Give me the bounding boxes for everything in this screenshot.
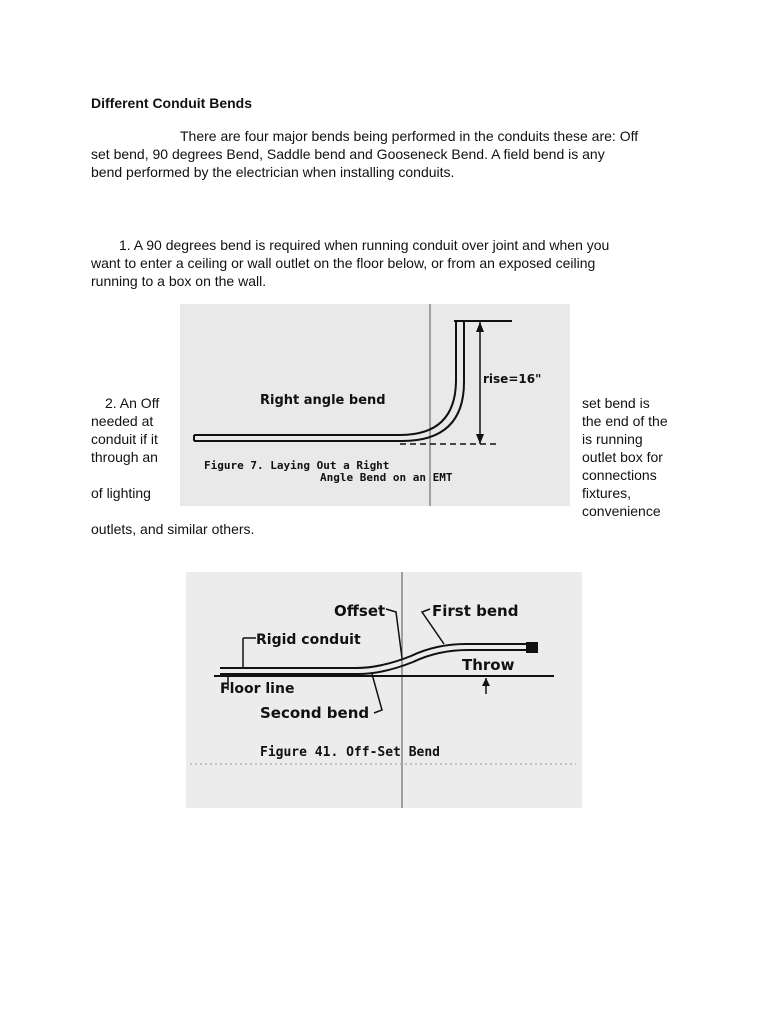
figure-7-caption-line2: Angle Bend on an EMT xyxy=(320,471,453,484)
item-2-tail-line: outlets, and similar others. xyxy=(91,521,255,537)
item-2-right-line: is running xyxy=(582,431,643,447)
item-2-left-line: 2. An Off xyxy=(105,395,160,411)
intro-line: set bend, 90 degrees Bend, Saddle bend and Gooseneck Bend. A field bend is any xyxy=(91,146,605,162)
item-1-line: 1. A 90 degrees bend is required when running conduit over joint and when you xyxy=(119,237,610,253)
item-2-left-line: needed at xyxy=(91,413,154,429)
item-1-paragraph xyxy=(91,236,691,290)
item-1-line: running to a box on the wall. xyxy=(91,273,267,289)
item-2-left-line: conduit if it xyxy=(91,431,158,447)
right-angle-bend-diagram xyxy=(180,304,570,506)
intro-line: There are four major bends being performed in the conduits these are: Off xyxy=(180,128,639,144)
page-heading: Different Conduit Bends xyxy=(91,95,252,111)
rise-label: rise=16" xyxy=(483,372,542,386)
intro-paragraph xyxy=(91,127,691,181)
offset-label: Offset xyxy=(334,602,386,620)
item-2-right-column xyxy=(582,394,668,520)
item-1-line: want to enter a ceiling or wall outlet on the floor below, or from an exposed ceiling xyxy=(91,255,596,271)
item-2-left-column xyxy=(91,394,159,502)
item-2-left-line: of lighting xyxy=(91,485,151,501)
item-2-right-line: outlet box for xyxy=(582,449,663,465)
right-angle-bend-label: Right angle bend xyxy=(260,393,386,408)
floor-line-label: Floor line xyxy=(220,681,295,697)
figure-right-angle-bend xyxy=(180,304,570,506)
item-2-right-line: connections xyxy=(582,467,657,483)
item-2-right-line: fixtures, xyxy=(582,485,632,501)
figure-7-caption-line1: Figure 7. Laying Out a Right xyxy=(204,459,390,472)
item-2-left-line xyxy=(91,466,159,484)
figure-offset-bend xyxy=(186,572,582,808)
first-bend-label: First bend xyxy=(432,602,519,620)
item-2-right-line: set bend is xyxy=(582,395,650,411)
item-2-left-line: through an xyxy=(91,449,158,465)
intro-line: bend performed by the electrician when installing conduits. xyxy=(91,164,455,180)
item-2-right-line: convenience xyxy=(582,503,661,519)
offset-bend-diagram xyxy=(186,572,582,808)
figure-41-caption: Figure 41. Off-Set Bend xyxy=(260,745,441,760)
item-2-right-line: the end of the xyxy=(582,413,668,429)
throw-label: Throw xyxy=(462,656,515,674)
rigid-conduit-label: Rigid conduit xyxy=(256,632,361,648)
second-bend-label: Second bend xyxy=(260,704,370,722)
